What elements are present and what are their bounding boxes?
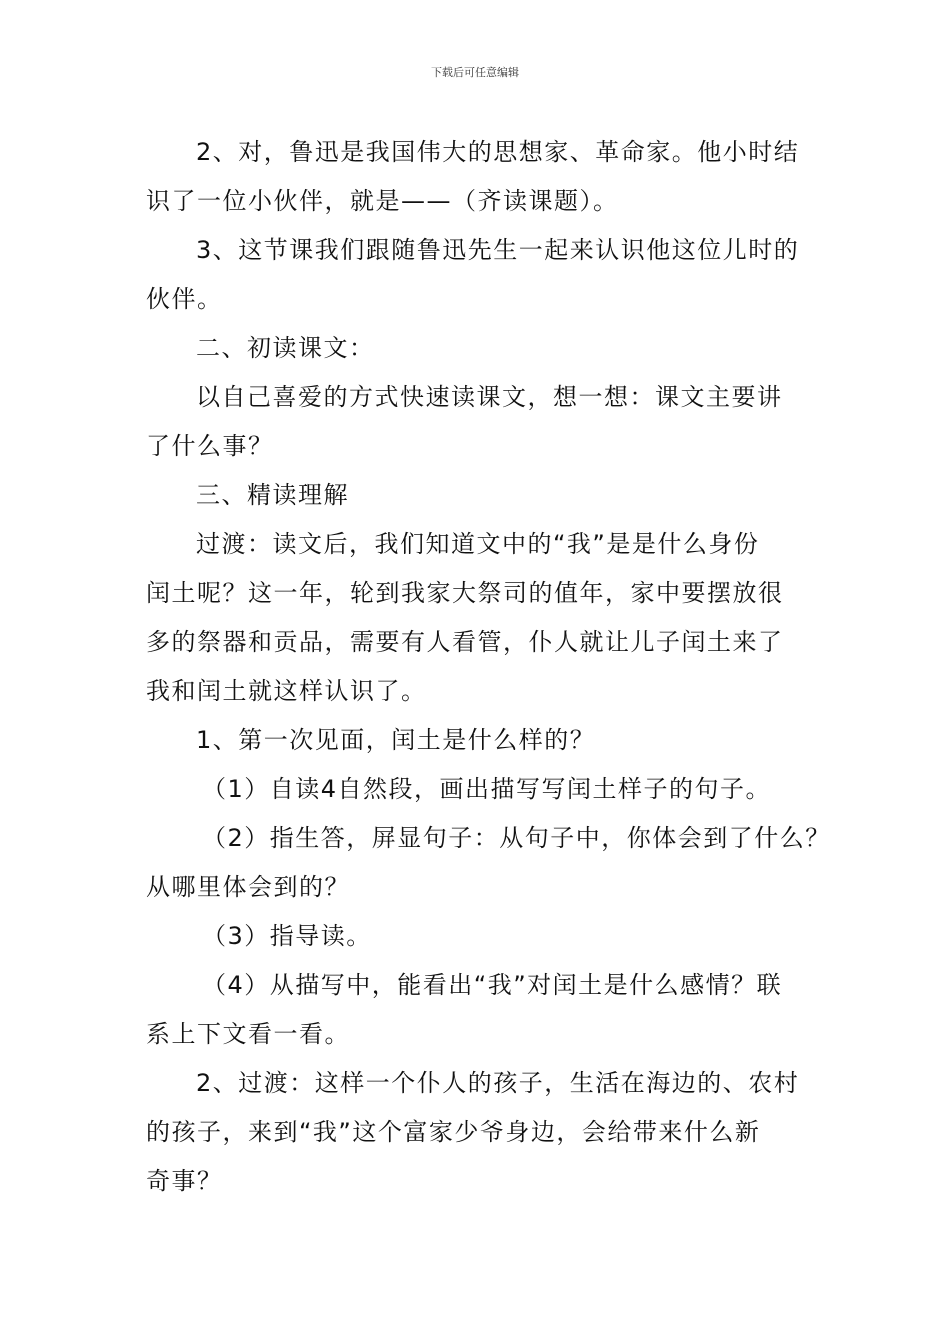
text-line: 3、这节课我们跟随鲁迅先生一起来认识他这位儿时的 xyxy=(196,236,800,264)
text-line: （2）指生答，屏显句子：从句子中，你体会到了什么？ xyxy=(202,824,831,852)
text-line: 多的祭器和贡品，需要有人看管，仆人就让儿子闰土来了 xyxy=(146,628,784,656)
text-line: 二、初读课文： xyxy=(196,334,375,362)
text-line: 从哪里体会到的？ xyxy=(146,873,350,901)
text-line: 三、精读理解 xyxy=(196,481,349,509)
text-line: 系上下文看一看。 xyxy=(146,1020,350,1048)
section-heading xyxy=(146,324,821,373)
text-line: 识了一位小伙伴，就是——（齐读课题）。 xyxy=(146,187,619,215)
paragraph xyxy=(146,765,821,814)
text-line: 2、对，鲁迅是我国伟大的思想家、革命家。他小时结 xyxy=(196,138,800,166)
text-line: 以自己喜爱的方式快速读课文，想一想：课文主要讲 xyxy=(196,383,783,411)
paragraph xyxy=(146,520,821,716)
paragraph xyxy=(146,226,821,324)
text-line: 过渡：读文后，我们知道文中的“我”是是什么身份 xyxy=(196,530,760,558)
text-line: 闰土呢？这一年，轮到我家大祭司的值年，家中要摆放很 xyxy=(146,579,784,607)
text-line: 我和闰土就这样认识了。 xyxy=(146,677,427,705)
paragraph xyxy=(146,814,831,912)
text-line: 奇事？ xyxy=(146,1167,223,1195)
paragraph xyxy=(146,1059,821,1206)
text-line: （1）自读4自然段，画出描写写闰土样子的句子。 xyxy=(202,775,772,803)
paragraph xyxy=(146,912,821,961)
text-line: 2、过渡：这样一个仆人的孩子，生活在海边的、农村 xyxy=(196,1069,800,1097)
section-heading xyxy=(146,471,821,520)
paragraph xyxy=(146,373,821,471)
document-body xyxy=(146,128,831,1206)
paragraph xyxy=(146,128,821,226)
text-line: 伙伴。 xyxy=(146,285,223,313)
paragraph xyxy=(146,961,821,1059)
text-line: （3）指导读。 xyxy=(202,922,372,950)
text-line: （4）从描写中，能看出“我”对闰土是什么感情？联 xyxy=(202,971,783,999)
text-line: 1、第一次见面，闰土是什么样的？ xyxy=(196,726,596,754)
text-line: 的孩子，来到“我”这个富家少爷身边，会给带来什么新 xyxy=(146,1118,761,1146)
page-header: 下载后可任意编辑 xyxy=(431,66,519,79)
text-line: 了什么事？ xyxy=(146,432,274,460)
paragraph xyxy=(146,716,821,765)
